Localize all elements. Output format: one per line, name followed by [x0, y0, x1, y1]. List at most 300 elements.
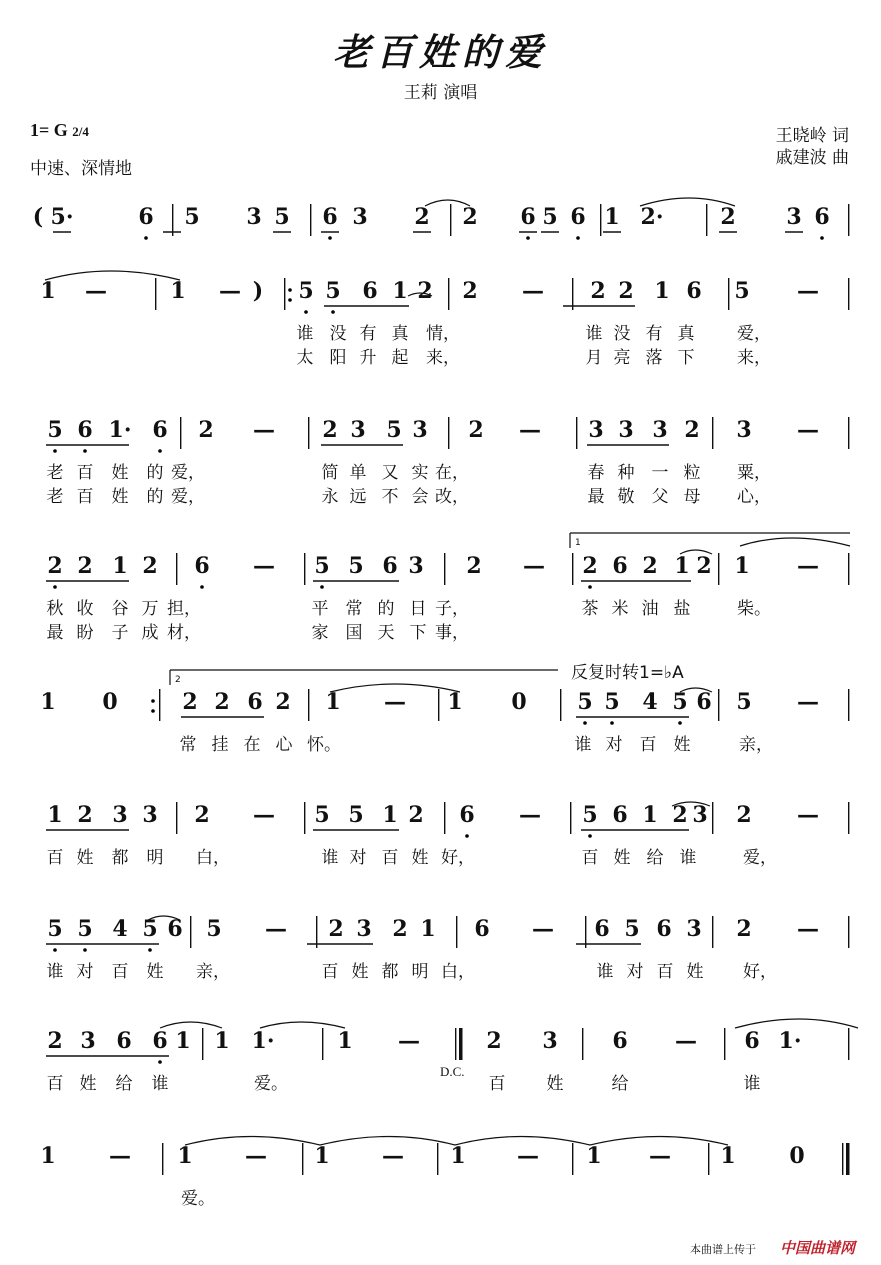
note: 1: [214, 1028, 230, 1054]
note: 1: [654, 278, 670, 304]
song-title: 老百姓的爱: [333, 30, 548, 74]
lyric-syllable: 阳: [329, 348, 347, 368]
dash-note: —: [382, 1143, 404, 1169]
dash-note: —: [797, 689, 819, 715]
note: 1: [40, 1143, 56, 1169]
lyric-syllable: 百: [111, 962, 129, 982]
note: 5: [542, 204, 558, 230]
lyric-syllable: 姓: [613, 848, 631, 868]
note: 6: [612, 553, 628, 579]
lyric-syllable: 百: [656, 962, 674, 982]
note: 2: [590, 278, 606, 304]
lyric-syllable: 没: [613, 324, 631, 344]
note: 2: [468, 417, 484, 443]
note: 5: [624, 916, 640, 942]
lyric-syllable: 粒: [683, 463, 701, 483]
note: 1: [450, 1143, 466, 1169]
lyric-syllable: 明: [146, 848, 164, 868]
note: 2: [486, 1028, 502, 1054]
note: 1: [642, 802, 658, 828]
lyric-syllable: 百: [46, 1074, 64, 1094]
dash-note: —: [797, 278, 819, 304]
note: 1: [447, 689, 463, 715]
lyric-syllable: 简: [321, 463, 339, 483]
lyric-syllable: 有: [359, 324, 377, 344]
lyric-syllable: 姓: [686, 962, 704, 982]
note: 3: [142, 802, 158, 828]
slur-arc: [160, 1022, 222, 1028]
note: 0: [789, 1143, 805, 1169]
note: 3: [618, 417, 634, 443]
lyric-syllable: 谁: [743, 1074, 761, 1094]
note: 2: [275, 689, 291, 715]
lyric-syllable: 百: [76, 463, 94, 483]
note: 2: [214, 689, 230, 715]
lyric-syllable: 没: [329, 324, 347, 344]
lyric-syllable: 种: [617, 463, 635, 483]
dash-note: —: [398, 1028, 420, 1054]
lyric-syllable: 姓: [411, 848, 429, 868]
note: 6: [247, 689, 263, 715]
modulation-note: 反复时转1=♭A: [571, 663, 684, 683]
note: 1: [392, 278, 408, 304]
lyric-syllable: 最: [46, 623, 64, 643]
lyric-syllable: 材，: [167, 623, 201, 643]
lyric-syllable: 对: [76, 962, 94, 982]
tempo-marking: 中速、深情地: [30, 159, 132, 179]
note: 3: [408, 553, 424, 579]
note: 1: [720, 1143, 736, 1169]
note: 1: [674, 553, 690, 579]
note: 2: [417, 278, 433, 304]
note: 5: [314, 553, 330, 579]
note: 2: [198, 417, 214, 443]
lyric-syllable: 爱，: [737, 324, 771, 344]
lyric-syllable: 在，: [435, 463, 469, 483]
note: 2: [462, 278, 478, 304]
note: 5: [142, 916, 158, 942]
note: 5: [348, 802, 364, 828]
note: 2: [642, 553, 658, 579]
dash-note: —: [532, 916, 554, 942]
lyric-syllable: 米: [611, 599, 629, 619]
note: 6: [612, 802, 628, 828]
lyric-syllable: 单: [349, 463, 367, 483]
note: 2: [684, 417, 700, 443]
slur-arc: [185, 1137, 320, 1146]
note: 2: [466, 553, 482, 579]
slur-arc: [735, 1019, 858, 1028]
note: 2: [77, 802, 93, 828]
lyric-syllable: 的: [377, 599, 395, 619]
note: 5: [47, 916, 63, 942]
dash-note: —: [649, 1143, 671, 1169]
dash-note: —: [797, 417, 819, 443]
note: 3: [786, 204, 802, 230]
note: 5: [577, 689, 593, 715]
lyric-syllable: 谁: [296, 324, 314, 344]
note: 6: [152, 1028, 168, 1054]
note: 0: [102, 689, 118, 715]
slur-arc: [680, 550, 712, 554]
note: 6: [686, 278, 702, 304]
lyric-syllable: 百: [381, 848, 399, 868]
volta2-label: 2: [175, 675, 181, 685]
lyric-syllable: 怀。: [307, 735, 341, 755]
lyric-syllable: 姓: [546, 1074, 564, 1094]
note: 1: [604, 204, 620, 230]
lyric-syllable: 好，: [441, 848, 475, 868]
note: 6: [814, 204, 830, 230]
upload-note: 本曲谱上传于: [690, 1243, 756, 1256]
lyric-syllable: 谷: [111, 599, 129, 619]
note: 1: [47, 802, 63, 828]
lyric-syllable: 永: [321, 487, 339, 507]
lyric-syllable: 心: [275, 735, 293, 755]
lyric-syllable: 谁: [151, 1074, 169, 1094]
slur-arc: [425, 200, 470, 206]
lyric-syllable: 子: [111, 623, 129, 643]
note: 6: [696, 689, 712, 715]
note: 6: [152, 417, 168, 443]
note: 3: [80, 1028, 96, 1054]
lyric-syllable: 百: [46, 848, 64, 868]
lyric-syllable: 谁: [321, 848, 339, 868]
lyric-syllable: 白，: [441, 962, 475, 982]
note: 2: [328, 916, 344, 942]
lyric-syllable: 姓: [351, 962, 369, 982]
slur-arc: [640, 198, 735, 206]
note: 5: [47, 417, 63, 443]
lyric-syllable: 谁: [596, 962, 614, 982]
lyric-syllable: 下: [677, 348, 695, 368]
lyric-syllable: 最: [587, 487, 605, 507]
dash-note: —: [523, 553, 545, 579]
note: 1: [170, 278, 186, 304]
lyric-syllable: 给: [611, 1074, 629, 1094]
lyric-syllable: 姓: [111, 487, 129, 507]
note: 5: [274, 204, 290, 230]
lyric-syllable: 有: [645, 324, 663, 344]
note: 3: [588, 417, 604, 443]
note: 2: [408, 802, 424, 828]
lyric-syllable: 来，: [426, 348, 460, 368]
lyric-syllable: 起: [391, 348, 409, 368]
lyric-syllable: 爱，: [171, 463, 205, 483]
lyric-syllable: 谁: [574, 735, 592, 755]
dash-note: —: [384, 689, 406, 715]
lyric-syllable: 明: [411, 962, 429, 982]
lyric-syllable: 姓: [673, 735, 691, 755]
note: 1: [40, 278, 56, 304]
note: 2: [392, 916, 408, 942]
note: 5: [206, 916, 222, 942]
dash-note: —: [85, 278, 107, 304]
lyric-syllable: 盐: [673, 599, 691, 619]
note: 1: [325, 689, 341, 715]
note: 5: [604, 689, 620, 715]
lyric-syllable: 盼: [76, 623, 94, 643]
lyric-syllable: 父: [651, 487, 669, 507]
lyric-syllable: 给: [115, 1074, 133, 1094]
lyric-syllable: 母: [683, 487, 701, 507]
bracket: (: [32, 204, 44, 230]
lyric-syllable: 百: [639, 735, 657, 755]
note: 1: [734, 553, 750, 579]
note: 5: [325, 278, 341, 304]
lyric-syllable: 老: [46, 463, 64, 483]
lyric-syllable: 亮: [613, 348, 631, 368]
dash-note: —: [675, 1028, 697, 1054]
note: 0: [511, 689, 527, 715]
dash-note: —: [253, 802, 275, 828]
note: 6: [570, 204, 586, 230]
lyric-syllable: 月: [585, 348, 603, 368]
note: 2: [47, 1028, 63, 1054]
note: 5: [386, 417, 402, 443]
note: 1: [40, 689, 56, 715]
note: 3: [246, 204, 262, 230]
note: 6: [656, 916, 672, 942]
composer-credit: 戚建波 曲: [775, 148, 849, 168]
note: 6: [138, 204, 154, 230]
slur-arc: [740, 538, 850, 546]
lyric-syllable: 姓: [76, 848, 94, 868]
note: 4: [642, 689, 658, 715]
note: 6: [612, 1028, 628, 1054]
note: 3: [352, 204, 368, 230]
note: 2: [77, 553, 93, 579]
slur-arc: [330, 684, 460, 692]
lyric-syllable: 白，: [196, 848, 230, 868]
lyric-syllable: 平: [311, 599, 329, 619]
dash-note: —: [245, 1143, 267, 1169]
lyric-syllable: 家: [311, 623, 329, 643]
note: 6: [77, 417, 93, 443]
note: 6: [116, 1028, 132, 1054]
note: 1: [314, 1143, 330, 1169]
lyric-syllable: 成: [141, 623, 159, 643]
note: 2: [414, 204, 430, 230]
note: 1·: [108, 417, 132, 443]
dash-note: —: [797, 802, 819, 828]
slur-arc: [45, 271, 180, 280]
lyric-syllable: 一: [651, 463, 669, 483]
lyric-syllable: 爱。: [181, 1189, 215, 1209]
lyric-syllable: 天: [377, 623, 395, 643]
note: 5: [582, 802, 598, 828]
lyric-syllable: 爱。: [254, 1074, 288, 1094]
note: 2: [736, 802, 752, 828]
note: 2: [142, 553, 158, 579]
lyric-syllable: 爱，: [171, 487, 205, 507]
dc-marking: D.C.: [440, 1064, 465, 1079]
lyric-syllable: 春: [587, 463, 605, 483]
volta1-label: 1: [575, 538, 581, 548]
note: 2: [582, 553, 598, 579]
lyric-syllable: 不: [381, 487, 399, 507]
note: 2: [322, 417, 338, 443]
dash-note: —: [109, 1143, 131, 1169]
lyric-syllable: 落: [645, 348, 663, 368]
lyric-syllable: 姓: [146, 962, 164, 982]
note: 3: [350, 417, 366, 443]
lyric-syllable: 常: [345, 599, 363, 619]
note: 3: [356, 916, 372, 942]
note: 6: [520, 204, 536, 230]
note: 5·: [50, 204, 74, 230]
slur-arc: [148, 916, 180, 920]
note: 3: [652, 417, 668, 443]
note: 6: [382, 553, 398, 579]
note: 3: [542, 1028, 558, 1054]
note: 6: [459, 802, 475, 828]
bracket: ): [252, 278, 264, 304]
dash-note: —: [253, 417, 275, 443]
lyric-syllable: 给: [646, 848, 664, 868]
note: 1·: [778, 1028, 802, 1054]
dash-note: —: [265, 916, 287, 942]
note: 2: [618, 278, 634, 304]
lyric-syllable: 姓: [79, 1074, 97, 1094]
dash-note: —: [797, 553, 819, 579]
note: 2: [462, 204, 478, 230]
note: 5: [736, 689, 752, 715]
note: 3: [686, 916, 702, 942]
key-label: 1= G: [30, 120, 68, 140]
note: 5: [314, 802, 330, 828]
slur-arc: [320, 1137, 455, 1146]
lyric-syllable: 亲，: [196, 962, 230, 982]
lyric-syllable: 来，: [737, 348, 771, 368]
lyric-syllable: 柴。: [737, 599, 771, 619]
lyric-syllable: 粟，: [737, 463, 771, 483]
lyric-syllable: 茶: [581, 599, 599, 619]
lyric-syllable: 会: [411, 487, 429, 507]
singer-credit: 王莉 演唱: [403, 83, 478, 103]
note: 3: [112, 802, 128, 828]
lyric-syllable: 太: [296, 348, 314, 368]
lyric-syllable: 的: [146, 487, 164, 507]
note: 6: [167, 916, 183, 942]
dash-note: —: [519, 417, 541, 443]
slur-arc: [408, 293, 432, 296]
slur-arc: [590, 1137, 728, 1146]
note: 1: [337, 1028, 353, 1054]
lyric-syllable: 谁: [679, 848, 697, 868]
lyric-syllable: 担，: [167, 599, 201, 619]
lyric-syllable: 万: [141, 599, 159, 619]
lyric-syllable: 国: [345, 623, 363, 643]
note: 6: [322, 204, 338, 230]
dash-note: —: [219, 278, 241, 304]
note: 2: [736, 916, 752, 942]
note: 5: [77, 916, 93, 942]
note: 1: [586, 1143, 602, 1169]
dash-note: —: [797, 916, 819, 942]
note: 5: [298, 278, 314, 304]
note: 3: [412, 417, 428, 443]
note: 2: [182, 689, 198, 715]
note: 2: [696, 553, 712, 579]
note: 6: [594, 916, 610, 942]
slur-arc: [672, 802, 710, 806]
lyric-syllable: 日: [409, 599, 427, 619]
note: 2: [47, 553, 63, 579]
note: 5: [734, 278, 750, 304]
lyric-syllable: 情，: [426, 324, 460, 344]
lyric-syllable: 对: [605, 735, 623, 755]
lyric-syllable: 敬: [617, 487, 635, 507]
lyric-syllable: 油: [641, 599, 659, 619]
lyric-syllable: 又: [381, 463, 399, 483]
note: 5: [672, 689, 688, 715]
dash-note: —: [253, 553, 275, 579]
lyric-syllable: 好，: [743, 962, 777, 982]
lyric-syllable: 收: [76, 599, 94, 619]
lyric-syllable: 百: [488, 1074, 506, 1094]
note: 6: [362, 278, 378, 304]
lyric-syllable: 谁: [46, 962, 64, 982]
note: 1·: [251, 1028, 275, 1054]
dash-note: —: [517, 1143, 539, 1169]
lyric-syllable: 百: [321, 962, 339, 982]
dash-note: —: [522, 278, 544, 304]
note: 5: [348, 553, 364, 579]
note: 2·: [640, 204, 664, 230]
lyricist-credit: 王晓岭 词: [775, 126, 849, 146]
note: 1: [420, 916, 436, 942]
lyric-syllable: 对: [349, 848, 367, 868]
lyric-syllable: 远: [349, 487, 367, 507]
lyric-syllable: 挂: [211, 735, 229, 755]
note: 1: [112, 553, 128, 579]
lyric-syllable: 对: [626, 962, 644, 982]
lyric-syllable: 真: [677, 324, 695, 344]
lyric-syllable: 谁: [585, 324, 603, 344]
lyric-syllable: 事，: [435, 623, 469, 643]
site-logo-text: 中国曲谱网: [780, 1239, 856, 1257]
lyric-syllable: 升: [359, 348, 377, 368]
lyric-syllable: 老: [46, 487, 64, 507]
dash-note: —: [519, 802, 541, 828]
note: 1: [382, 802, 398, 828]
lyric-syllable: 都: [111, 848, 129, 868]
lyric-syllable: 常: [179, 735, 197, 755]
lyric-syllable: 姓: [111, 463, 129, 483]
slur-arc: [260, 1022, 345, 1028]
note: 6: [194, 553, 210, 579]
lyric-syllable: 百: [581, 848, 599, 868]
note: 1: [177, 1143, 193, 1169]
note: 5: [184, 204, 200, 230]
slur-arc: [680, 688, 712, 692]
note: 3: [692, 802, 708, 828]
note: 1: [175, 1028, 191, 1054]
note: 2: [672, 802, 688, 828]
slur-arc: [455, 1137, 590, 1146]
note: 6: [474, 916, 490, 942]
time-signature: 2/4: [72, 124, 89, 139]
lyric-syllable: 子，: [435, 599, 469, 619]
lyric-syllable: 爱，: [743, 848, 777, 868]
lyric-syllable: 亲，: [739, 735, 773, 755]
note: 3: [736, 417, 752, 443]
note: 4: [112, 916, 128, 942]
note: 2: [194, 802, 210, 828]
lyric-syllable: 在: [243, 735, 261, 755]
note: 2: [720, 204, 736, 230]
